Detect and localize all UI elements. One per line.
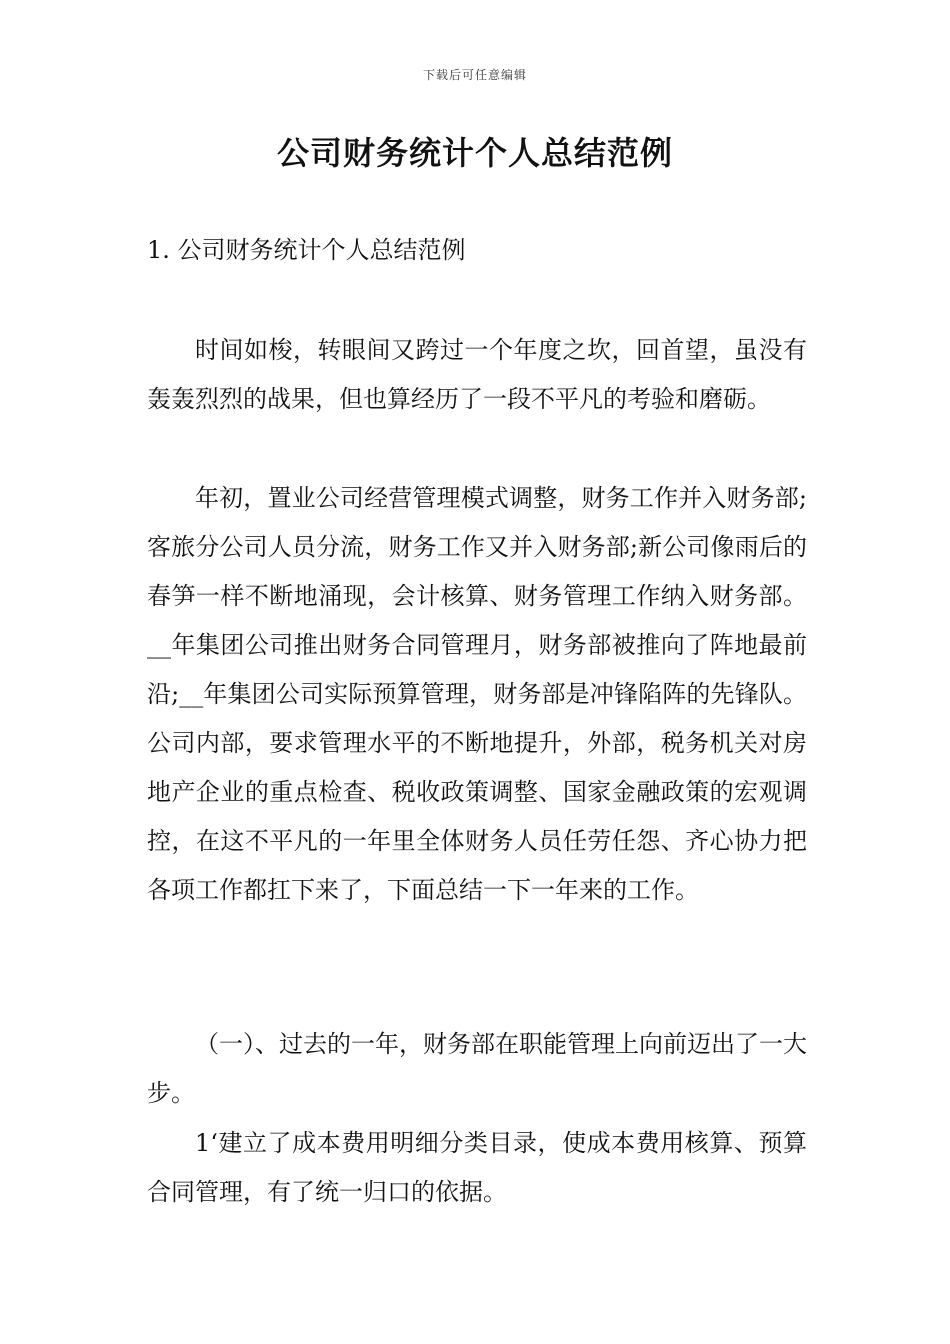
paragraph-intro: 时间如梭，转眼间又跨过一个年度之坎，回首望，虽没有轰轰烈烈的战果，但也算经历了一段不平凡的考验和磨砺。: [147, 336, 807, 413]
paragraph-item-1: 1‘建立了成本费用明细分类目录，使成本费用核算、预算合同管理，有了统一归口的依据。: [147, 1129, 807, 1206]
header-note: 下载后可任意编辑: [422, 68, 527, 82]
paragraph-review: 年初，置业公司经营管理模式调整，财务工作并入财务部;客旅分公司人员分流，财务工作又并入财务部;新公司像雨后的春笋一样不断地涌现，会计核算、财务管理工作纳入财务部。__年集团公司推出财务合同管理月，财务部被推向了阵地最前沿;__年集团公司实际预算管理，财务部是冲锋陷阵的先锋队。公司内部，要求管理水平的不断地提升，外部，税务机关对房地产企业的重点检查、税收政策调整、国家金融政策的宏观调控，在这不平凡的一年里全体财务人员任劳任怨、齐心协力把各项工作都扛下来了，下面总结一下一年来的工作。: [147, 484, 807, 904]
section-heading: 1. 公司财务统计个人总结范例: [147, 236, 466, 264]
paragraph-subheading-1: （一）、过去的一年，财务部在职能管理上向前迈出了一大步。: [147, 1030, 807, 1107]
document-title: 公司财务统计个人总结范例: [276, 134, 673, 172]
